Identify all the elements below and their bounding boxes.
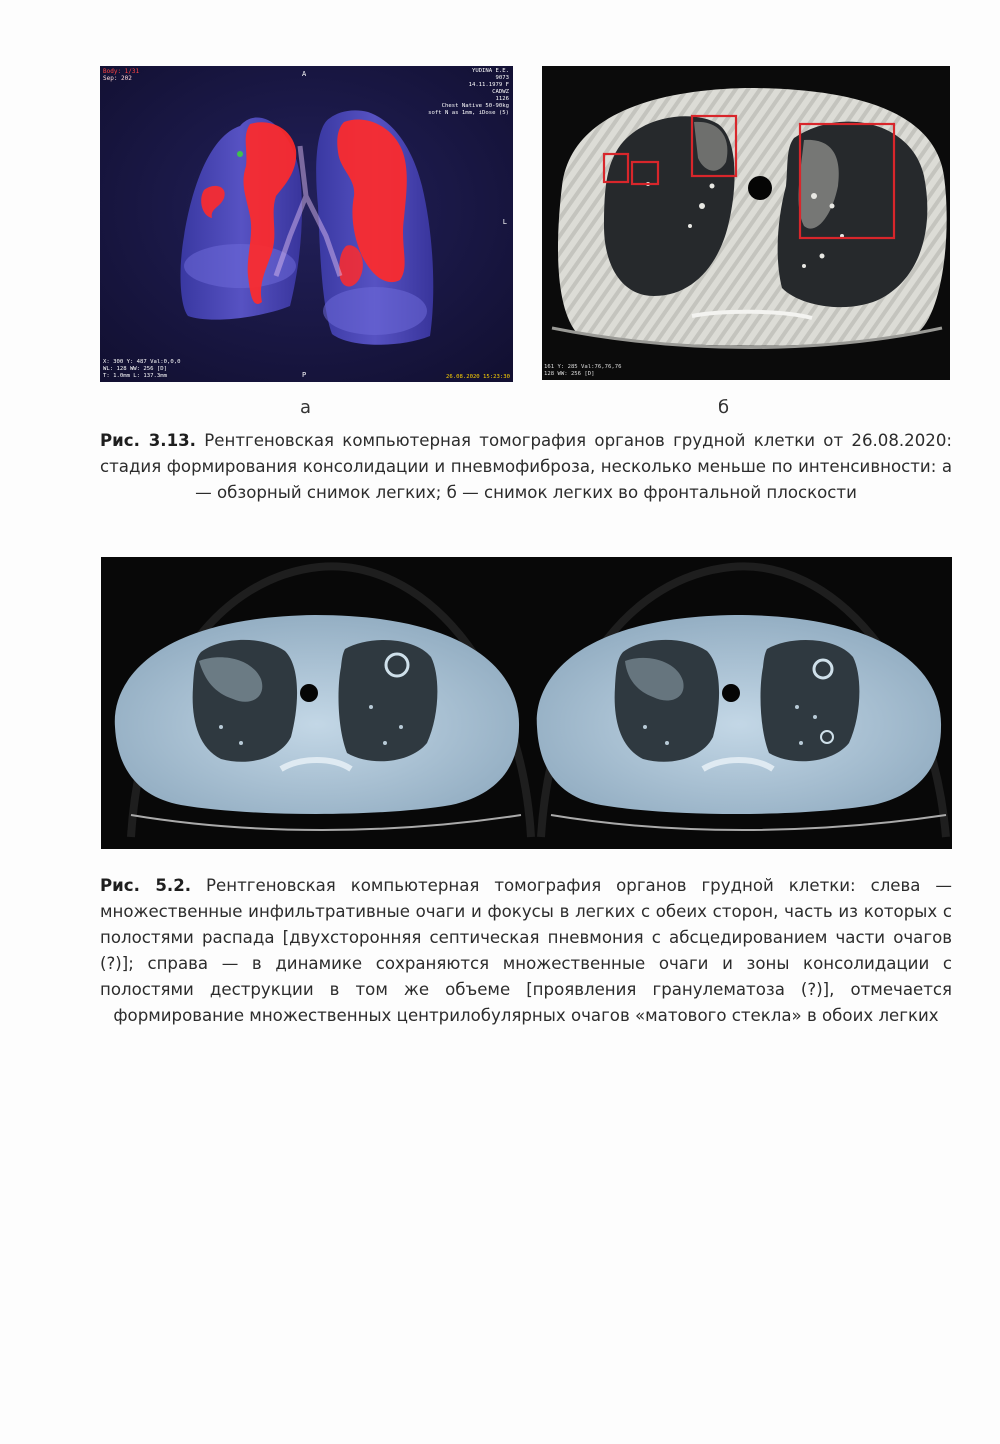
overlay-top-center: A [302,70,307,78]
caption-title: Рис. 5.2. [100,876,192,895]
figure-label-b: б [718,397,730,418]
overlay-bottom-right: 26.08.2020 15:23:30 [446,374,510,380]
overlay-bottom-center: P [302,371,307,379]
figure-3-13b-ct-slice [542,66,950,380]
ct-slice-graphic [542,66,950,380]
caption-title: Рис. 3.13. [100,431,196,450]
overlay-bottom-left: X: 300 Y: 487 Val:0,0,0 WL: 128 WW: 256 [D] T: 1.0mm L: 137.3mm [103,359,181,379]
overlay-top-right: YUDINA E.E. 9073 14.11.1979 F CADWZ 1126 Chest Native 50-90kg soft N as 1mm, iDose (5) [428,68,509,116]
ct-slice-right [537,615,941,814]
figure-caption-5-2 [100,873,952,1029]
figure-3-13a-volume-render [100,66,513,382]
caption-text: Рентгеновская компьютерная томография органов грудной клетки от 26.08.2020: стадия формирования консолидации и пневмофиброза, несколько меньше по интенсивности: а — обзорный снимок легких; б — снимок легких во фронтальной плоскости [100,431,952,502]
ct-slice-left [115,615,519,814]
ct-trachea [748,176,772,200]
figure-caption-3-13 [100,428,952,506]
overlay-right-center: L [502,218,507,226]
ct-overlay-bottom-left: 161 Y: 285 Val:76,76,76 128 WW: 256 [D] [544,364,622,377]
figure-label-a: а [300,397,312,418]
figure-5-2-ct-comparison [101,557,952,849]
ct-comparison-graphic [101,557,952,849]
caption-text: Рентгеновская компьютерная томография органов грудной клетки: слева — множественные инфильтративные очаги и фокусы в легких с обеих сторон, часть из которых с полостями распада [двухсторонняя септическая пневмония с абсцедированием части очагов (?)]; справа — в динамике сохраняются множественные очаги и зоны консолидации с полостями деструкции в том же объеме [проявления гранулематоза (?)], отмечается формирование множественных центрилобулярных очагов «матового стекла» в обоих легких [100,876,952,1025]
overlay-top-left: Body: 1/31 Sep: 202 [103,68,140,82]
